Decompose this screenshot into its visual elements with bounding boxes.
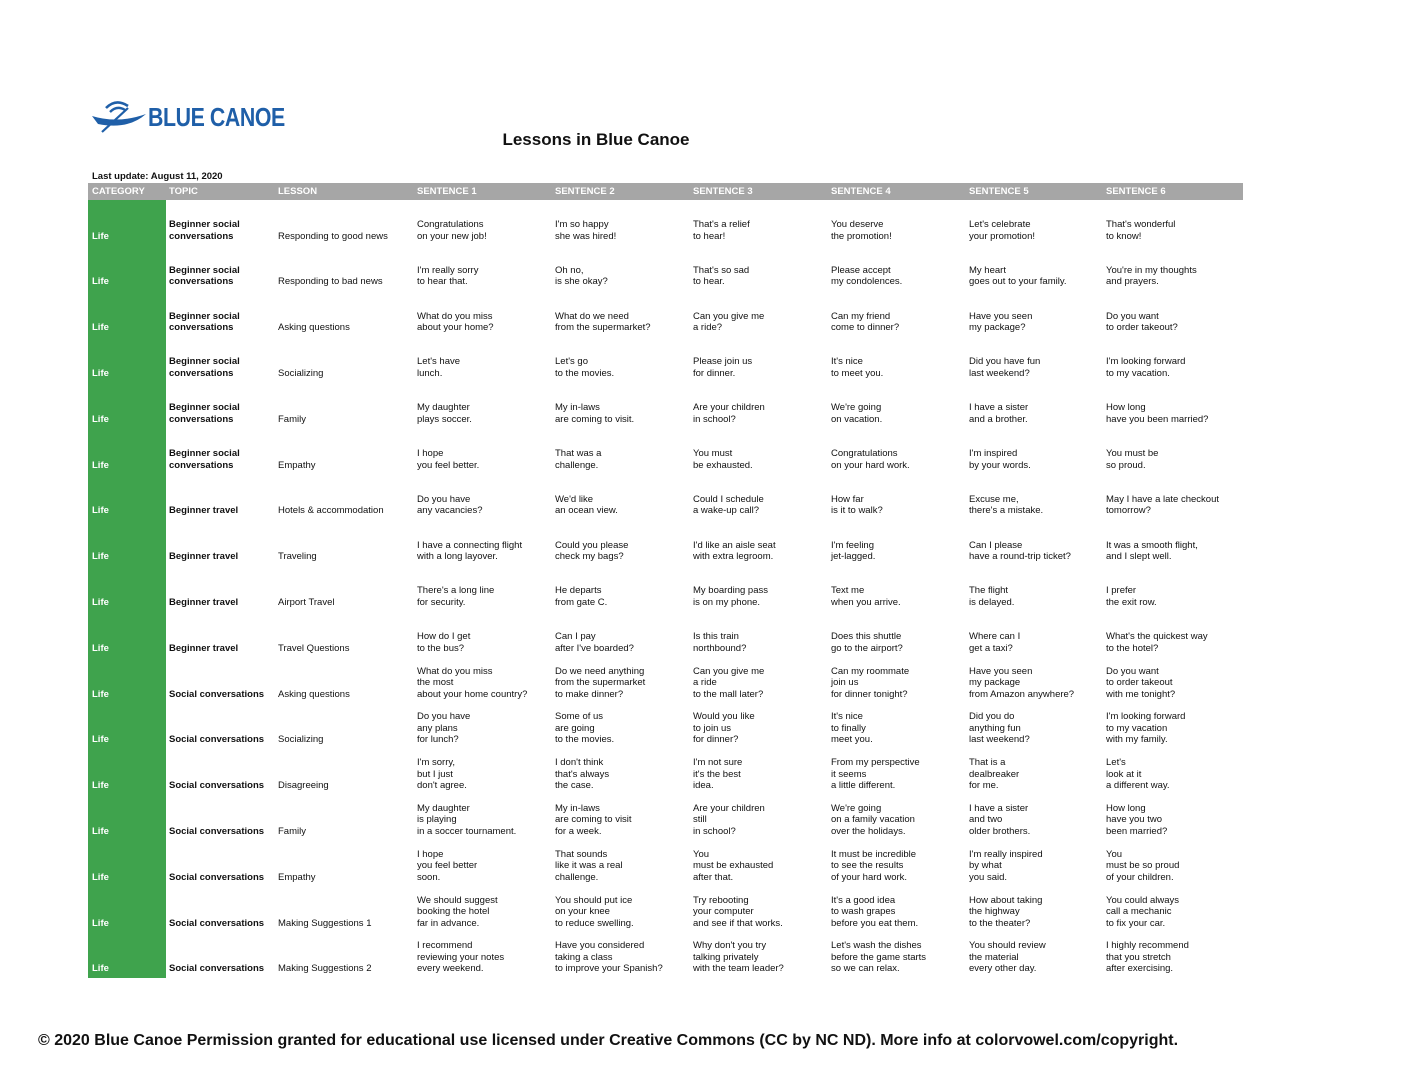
- topic-cell: Beginner travel: [169, 551, 239, 563]
- sentence-5-cell: My heart goes out to your family.: [969, 264, 1067, 288]
- sentence-6-cell: You could always call a mechanic to fix your car.: [1106, 894, 1180, 929]
- sentence-1-cell: I hope you feel better soon.: [417, 848, 478, 883]
- col-lesson: LESSON: [278, 186, 318, 197]
- category-cell: Life: [92, 963, 109, 975]
- sentence-3-cell: Please join us for dinner.: [693, 356, 753, 379]
- col-sentence-2: SENTENCE 2: [555, 186, 615, 197]
- table-row: [88, 292, 1243, 337]
- lesson-cell: Empathy: [278, 871, 316, 883]
- category-cell: Life: [92, 276, 109, 288]
- table-row: [88, 521, 1243, 566]
- sentence-5-cell: I'm really inspired by what you said.: [969, 848, 1043, 883]
- sentence-2-cell: We'd like an ocean view.: [555, 493, 618, 517]
- sentence-4-cell: Text me when you arrive.: [831, 585, 901, 608]
- sentence-1-cell: My daughter is playing in a soccer tournament.: [417, 802, 517, 837]
- topic-cell: Beginner travel: [169, 642, 239, 654]
- sentence-6-cell: You must be so proud of your children.: [1106, 848, 1180, 883]
- sentence-2-cell: What do we need from the supermarket?: [555, 310, 651, 334]
- sentence-3-cell: My boarding pass is on my phone.: [693, 585, 768, 608]
- table-row: [88, 383, 1243, 428]
- sentence-5-cell: You should review the material every other day.: [969, 940, 1046, 975]
- sentence-4-cell: Please accept my condolences.: [831, 264, 903, 288]
- col-topic: TOPIC: [169, 186, 198, 197]
- sentence-1-cell: How do I get to the bus?: [417, 631, 471, 654]
- sentence-2-cell: I don't think that's always the case.: [555, 757, 610, 792]
- sentence-2-cell: Can I pay after I've boarded?: [555, 631, 634, 654]
- sentence-5-cell: Did you do anything fun last weekend?: [969, 711, 1030, 746]
- col-sentence-3: SENTENCE 3: [693, 186, 753, 197]
- lesson-cell: Making Suggestions 1: [278, 917, 372, 929]
- sentence-2-cell: You should put ice on your knee to reduce swelling.: [555, 894, 634, 929]
- category-cell: Life: [92, 322, 109, 334]
- sentence-3-cell: Can you give me a ride?: [693, 310, 765, 334]
- lesson-cell: Traveling: [278, 551, 317, 563]
- sentence-5-cell: Have you seen my package?: [969, 310, 1033, 334]
- sentence-6-cell: I prefer the exit row.: [1106, 585, 1157, 608]
- lesson-cell: Disagreeing: [278, 780, 329, 792]
- sentence-3-cell: Are your children still in school?: [693, 802, 765, 837]
- topic-cell: Beginner social conversations: [169, 219, 240, 242]
- table-row: [88, 750, 1243, 795]
- sentence-1-cell: I have a connecting flight with a long layover.: [417, 539, 523, 563]
- lesson-cell: Responding to good news: [278, 230, 388, 242]
- sentence-4-cell: Can my friend come to dinner?: [831, 310, 900, 334]
- sentence-3-cell: Are your children in school?: [693, 402, 765, 425]
- sentence-4-cell: It's nice to finally meet you.: [831, 711, 873, 746]
- table-row: [88, 200, 1243, 245]
- sentence-2-cell: That was a challenge.: [555, 448, 602, 471]
- lesson-cell: Family: [278, 413, 306, 425]
- lesson-cell: Asking questions: [278, 688, 350, 700]
- table-row: [88, 429, 1243, 474]
- sentence-5-cell: I'm inspired by your words.: [969, 448, 1031, 471]
- category-cell: Life: [92, 917, 109, 929]
- sentence-5-cell: Have you seen my package from Amazon anywhere?: [969, 665, 1075, 700]
- sentence-6-cell: You're in my thoughts and prayers.: [1106, 264, 1197, 288]
- sentence-3-cell: I'm not sure it's the best idea.: [693, 757, 743, 792]
- sentence-6-cell: Let's look at it a different way.: [1106, 757, 1170, 792]
- col-sentence-5: SENTENCE 5: [969, 186, 1029, 197]
- category-cell: Life: [92, 230, 109, 242]
- topic-cell: Beginner travel: [169, 505, 239, 517]
- sentence-3-cell: That's so sad to hear.: [693, 264, 750, 288]
- sentence-3-cell: I'd like an aisle seat with extra legroom.: [693, 539, 776, 563]
- table-row: [88, 246, 1243, 291]
- table-row: [88, 566, 1243, 611]
- sentence-1-cell: There's a long line for security.: [417, 585, 495, 608]
- topic-cell: Social conversations: [169, 688, 265, 700]
- sentence-2-cell: I'm so happy she was hired!: [555, 219, 617, 242]
- sentence-2-cell: Oh no, is she okay?: [555, 264, 608, 288]
- sentence-1-cell: What do you miss the most about your home country?: [417, 665, 528, 700]
- sentence-4-cell: Congratulations on your hard work.: [831, 448, 910, 471]
- sentence-4-cell: We're going on vacation.: [831, 402, 883, 425]
- sentence-4-cell: We're going on a family vacation over the holidays.: [831, 802, 915, 837]
- lesson-cell: Hotels & accommodation: [278, 505, 384, 517]
- category-cell: Life: [92, 413, 109, 425]
- sentence-2-cell: Let's go to the movies.: [555, 356, 615, 379]
- topic-cell: Beginner social conversations: [169, 310, 240, 334]
- category-cell: Life: [92, 505, 109, 517]
- category-cell: Life: [92, 825, 109, 837]
- sentence-1-cell: Congratulations on your new job!: [417, 219, 487, 242]
- sentence-3-cell: Try rebooting your computer and see if that works.: [693, 894, 783, 929]
- sentence-1-cell: I'm really sorry to hear that.: [417, 264, 479, 288]
- lesson-cell: Socializing: [278, 734, 324, 746]
- sentence-5-cell: I have a sister and two older brothers.: [969, 802, 1031, 837]
- sentence-2-cell: That sounds like it was a real challenge.: [555, 848, 623, 883]
- copyright-footer: © 2020 Blue Canoe Permission granted for educational use licensed under Creative Commons (CC by NC ND). More info at colorvowel.com/copyright.: [38, 1032, 1179, 1049]
- col-category: CATEGORY: [92, 186, 145, 197]
- sentence-1-cell: I hope you feel better.: [417, 448, 480, 471]
- col-sentence-4: SENTENCE 4: [831, 186, 891, 197]
- sentence-5-cell: I have a sister and a brother.: [969, 402, 1029, 425]
- topic-cell: Social conversations: [169, 825, 265, 837]
- sentence-5-cell: How about taking the highway to the theater?: [969, 894, 1043, 929]
- sentence-4-cell: It's nice to meet you.: [831, 356, 884, 379]
- sentence-3-cell: That's a relief to hear!: [693, 219, 750, 242]
- sentence-5-cell: Where can I get a taxi?: [969, 631, 1021, 654]
- sentence-1-cell: I recommend reviewing your notes every weekend.: [417, 940, 505, 975]
- sentence-5-cell: Excuse me, there's a mistake.: [969, 493, 1044, 517]
- table-row: [88, 658, 1243, 703]
- sentence-6-cell: Do you want to order takeout?: [1106, 310, 1178, 334]
- page-title: Lessons in Blue Canoe: [502, 130, 690, 149]
- topic-cell: Social conversations: [169, 963, 265, 975]
- sentence-6-cell: I'm looking forward to my vacation.: [1106, 356, 1186, 379]
- sentence-2-cell: My in-laws are coming to visit.: [555, 402, 635, 425]
- sentence-1-cell: Do you have any vacancies?: [417, 493, 483, 517]
- sentence-6-cell: That's wonderful to know!: [1106, 219, 1176, 242]
- sentence-6-cell: It was a smooth flight, and I slept well.: [1106, 539, 1198, 563]
- topic-cell: Beginner social conversations: [169, 448, 240, 471]
- sentence-4-cell: I'm feeling jet-lagged.: [831, 539, 876, 563]
- sentence-2-cell: Some of us are going to the movies.: [555, 711, 615, 746]
- category-cell: Life: [92, 871, 109, 883]
- sentence-4-cell: Let's wash the dishes before the game starts so we can relax.: [831, 940, 927, 975]
- sentence-4-cell: From my perspective it seems a little different.: [831, 757, 920, 792]
- sentence-4-cell: It's a good idea to wash grapes before you eat them.: [831, 894, 919, 929]
- sentence-3-cell: Is this train northbound?: [693, 631, 747, 654]
- category-cell: Life: [92, 734, 109, 746]
- last-update: Last update: August 11, 2020: [92, 171, 223, 182]
- lesson-cell: Asking questions: [278, 322, 350, 334]
- sentence-6-cell: Do you want to order takeout with me tonight?: [1106, 665, 1176, 700]
- category-cell: Life: [92, 459, 109, 471]
- sentence-2-cell: He departs from gate C.: [555, 585, 608, 608]
- sentence-4-cell: Does this shuttle go to the airport?: [831, 631, 903, 654]
- lesson-cell: Making Suggestions 2: [278, 963, 372, 975]
- sentence-3-cell: You must be exhausted.: [693, 448, 753, 471]
- sentence-4-cell: It must be incredible to see the results of your hard work.: [831, 848, 917, 883]
- sentence-6-cell: How long have you been married?: [1106, 402, 1209, 425]
- table-row: [88, 704, 1243, 749]
- sentence-6-cell: You must be so proud.: [1106, 448, 1159, 471]
- table-row: [88, 887, 1243, 932]
- lesson-cell: Family: [278, 825, 306, 837]
- sentence-5-cell: Let's celebrate your promotion!: [969, 219, 1036, 242]
- col-sentence-6: SENTENCE 6: [1106, 186, 1166, 197]
- sentence-1-cell: We should suggest booking the hotel far in advance.: [417, 894, 498, 929]
- sentence-2-cell: Could you please check my bags?: [555, 539, 629, 563]
- sentence-2-cell: Do we need anything from the supermarket to make dinner?: [555, 665, 646, 700]
- category-cell: Life: [92, 642, 109, 654]
- topic-cell: Social conversations: [169, 917, 265, 929]
- table-row: [88, 612, 1243, 657]
- sentence-5-cell: Did you have fun last weekend?: [969, 356, 1041, 379]
- topic-cell: Social conversations: [169, 871, 265, 883]
- sentence-3-cell: Can you give me a ride to the mall later?: [693, 665, 765, 700]
- sentence-6-cell: I'm looking forward to my vacation with my family.: [1106, 711, 1186, 746]
- sentence-2-cell: Have you considered taking a class to improve your Spanish?: [555, 940, 663, 975]
- sentence-3-cell: You must be exhausted after that.: [693, 848, 774, 883]
- table-row: [88, 475, 1243, 520]
- lesson-cell: Responding to bad news: [278, 276, 383, 288]
- topic-cell: Social conversations: [169, 780, 265, 792]
- sentence-4-cell: You deserve the promotion!: [831, 219, 892, 242]
- table-row: [88, 841, 1243, 886]
- sentence-1-cell: What do you miss about your home?: [417, 310, 494, 334]
- sentence-4-cell: How far is it to walk?: [831, 493, 883, 517]
- sentence-6-cell: May I have a late checkout tomorrow?: [1106, 493, 1220, 517]
- category-cell: Life: [92, 551, 109, 563]
- topic-cell: Beginner travel: [169, 596, 239, 608]
- sentence-4-cell: Can my roommate join us for dinner tonight?: [831, 665, 910, 700]
- table-row: [88, 337, 1243, 382]
- sentence-5-cell: That is a dealbreaker for me.: [969, 757, 1020, 792]
- sentence-2-cell: My in-laws are coming to visit for a week.: [555, 802, 632, 837]
- sentence-1-cell: My daughter plays soccer.: [417, 402, 472, 425]
- brand-name: BLUE CANOE: [148, 102, 285, 132]
- category-cell: Life: [92, 367, 109, 379]
- table-row: [88, 933, 1243, 978]
- category-cell: Life: [92, 780, 109, 792]
- category-cell: Life: [92, 596, 109, 608]
- sentence-5-cell: The flight is delayed.: [969, 585, 1015, 608]
- table-row: [88, 795, 1243, 840]
- sentence-3-cell: Could I schedule a wake-up call?: [693, 493, 764, 517]
- lesson-cell: Travel Questions: [278, 642, 350, 654]
- lesson-cell: Socializing: [278, 367, 324, 379]
- sentence-6-cell: What's the quickest way to the hotel?: [1106, 631, 1208, 654]
- table-header: [88, 183, 1243, 200]
- topic-cell: Beginner social conversations: [169, 264, 240, 288]
- lesson-cell: Empathy: [278, 459, 316, 471]
- sentence-3-cell: Would you like to join us for dinner?: [693, 711, 755, 746]
- sentence-6-cell: How long have you two been married?: [1106, 802, 1168, 837]
- topic-cell: Beginner social conversations: [169, 356, 240, 379]
- topic-cell: Social conversations: [169, 734, 265, 746]
- sentence-3-cell: Why don't you try talking privately with the team leader?: [693, 940, 784, 975]
- topic-cell: Beginner social conversations: [169, 402, 240, 425]
- lesson-cell: Airport Travel: [278, 596, 335, 608]
- col-sentence-1: SENTENCE 1: [417, 186, 477, 197]
- sentence-6-cell: I highly recommend that you stretch after exercising.: [1106, 940, 1189, 975]
- sentence-1-cell: Do you have any plans for lunch?: [417, 711, 471, 746]
- category-cell: Life: [92, 688, 109, 700]
- sentence-1-cell: Let's have lunch.: [417, 356, 461, 379]
- sentence-5-cell: Can I please have a round-trip ticket?: [969, 539, 1071, 563]
- sentence-1-cell: I'm sorry, but I just don't agree.: [417, 757, 467, 792]
